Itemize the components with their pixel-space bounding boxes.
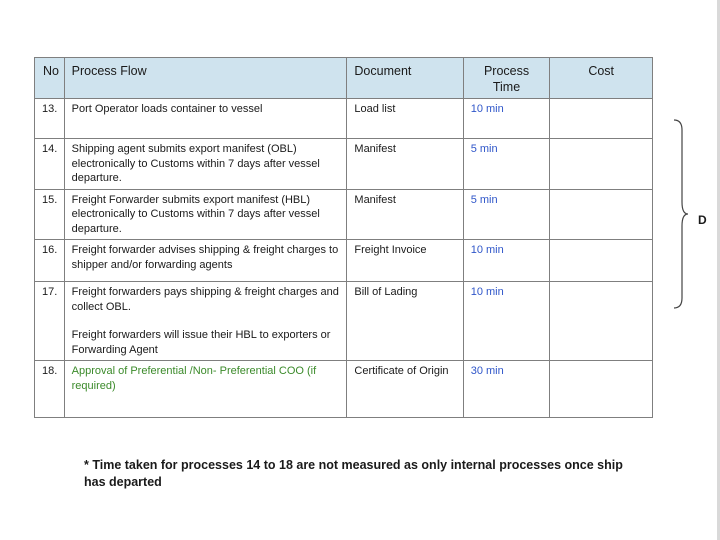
cost-cell [550,99,653,139]
process-flow-cell [64,240,347,282]
table-row [35,361,653,418]
row-number: 18. [35,361,65,418]
cost-cell [550,282,653,361]
process-time-cell: 10 min [463,99,550,139]
document-cell: Load list [347,99,463,139]
process-flow-cell [64,282,347,361]
footnote: * Time taken for processes 14 to 18 are not measured as only internal processes once ship has departed [84,458,623,489]
process-flow-cell [64,99,347,139]
header-no: No [35,58,65,99]
table-row [35,139,653,190]
process-time-cell: 30 min [463,361,550,418]
process-time-cell: 10 min [463,282,550,361]
header-process-flow: Process Flow [64,58,347,99]
document-cell: Freight Invoice [347,240,463,282]
table-row [35,282,653,361]
row-number: 16. [35,240,65,282]
process-flow-text: Approval of Preferential /Non- Preferential COO (if required) [71,365,317,392]
right-curly-brace [672,118,690,310]
cost-cell [550,139,653,190]
document-cell: Bill of Lading [347,282,463,361]
header-process-time: Process Time [463,58,550,99]
document-cell: Manifest [347,139,463,190]
table-row [35,99,653,139]
table-header-row [35,58,653,99]
process-flow-text: Freight forwarders will issue their HBL to exporters or Forwarding Agent [71,329,331,356]
cost-cell [550,189,653,240]
process-flow-cell [64,189,347,240]
process-time-cell: 10 min [463,240,550,282]
process-flow-text: Port Operator loads container to vessel [71,103,263,115]
process-time-cell: 5 min [463,139,550,190]
brace-label: D [698,213,707,227]
document-cell: Manifest [347,189,463,240]
header-document: Document [347,58,463,99]
document-cell: Certificate of Origin [347,361,463,418]
process-flow-cell [64,361,347,418]
table-row [35,189,653,240]
row-number: 17. [35,282,65,361]
process-flow-cell [64,139,347,190]
process-time-cell: 5 min [463,189,550,240]
row-number: 13. [35,99,65,139]
cost-cell [550,240,653,282]
row-number: 15. [35,189,65,240]
process-flow-text: Shipping agent submits export manifest (OBL) electronically to Customs within 7 days after vessel departure. [71,143,320,184]
cost-cell [550,361,653,418]
process-flow-text: Freight Forwarder submits export manifest (HBL) electronically to Customs within 7 days after vessel departure. [71,193,320,235]
table-row [35,240,653,282]
process-table [34,57,653,418]
header-cost: Cost [550,58,653,99]
process-flow-text: Freight forwarder advises shipping & freight charges to shipper and/or forwarding agents [71,244,339,271]
row-number: 14. [35,139,65,190]
process-flow-text: Freight forwarders pays shipping & freight charges and collect OBL. [71,286,339,313]
